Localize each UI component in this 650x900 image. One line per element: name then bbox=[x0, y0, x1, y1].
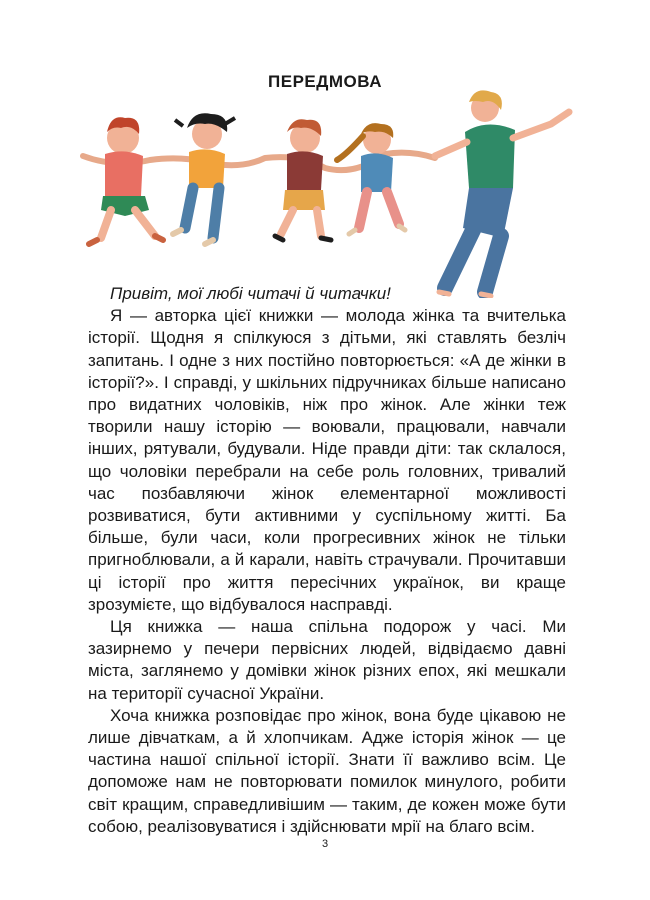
paragraph-3: Хоча книжка розповідає про жінок, вона буде цікавою не лише дівчаткам, а й хлопчикам. Адже історія жінок — це частина нашої спільної історії. Знати її важливо всім. Це допоможе нам не повторювати помилок минулого, робити світ кращим, справедливішим — таким, де кожен може бути собою, реалізовуватися і здійснювати мрії на благо всім. bbox=[88, 705, 566, 836]
woman-figure bbox=[435, 90, 569, 296]
greeting-paragraph: Привіт, мої любі читачі й читачки! bbox=[110, 284, 391, 303]
child-figure-4 bbox=[337, 123, 405, 234]
page-title: ПЕРЕДМОВА bbox=[268, 72, 382, 91]
preface-text bbox=[88, 283, 566, 838]
page-number: 3 bbox=[321, 838, 329, 850]
paragraph-1: Я — авторка цієї книжки — молода жінка та вчителька історії. Щодня я спілкуюся з дітьми, які ставлять безліч запитань. І одне з них постійно повторюється: «А де жінки в історії?». І справді, у шкільних підручниках більше написано про видатних чоловіків, ніж про жінок. Але жінки теж творили нашу історію — воювали, працювали, навчали інших, рятували, будували. Ніде правди діти: так склалося, що чоловіки перебрали на себе роль головних, тривалий час позбавляючи жінок елементарної можливості розвиватися, бути активними у суспільному житті. Ба більше, були часи, коли прогресивних жінок не тільки пригноблювали, а й карали, навіть страчували. Прочитавши ці історії про життя пересічних українок, ви краще зрозумієте, що відбувалося насправді. bbox=[88, 306, 566, 614]
child-figure-2 bbox=[173, 113, 235, 244]
dancing-people-illustration bbox=[55, 88, 585, 298]
child-figure-3 bbox=[275, 119, 331, 240]
paragraph-2: Ця книжка — наша спільна подорож у часі. Ми зазирнемо у печери первісних людей, відвідаємо давні міста, заглянемо у домівки жінок різних епох, які мешкали на території сучасної України. bbox=[88, 617, 566, 703]
child-figure-1 bbox=[89, 117, 163, 244]
